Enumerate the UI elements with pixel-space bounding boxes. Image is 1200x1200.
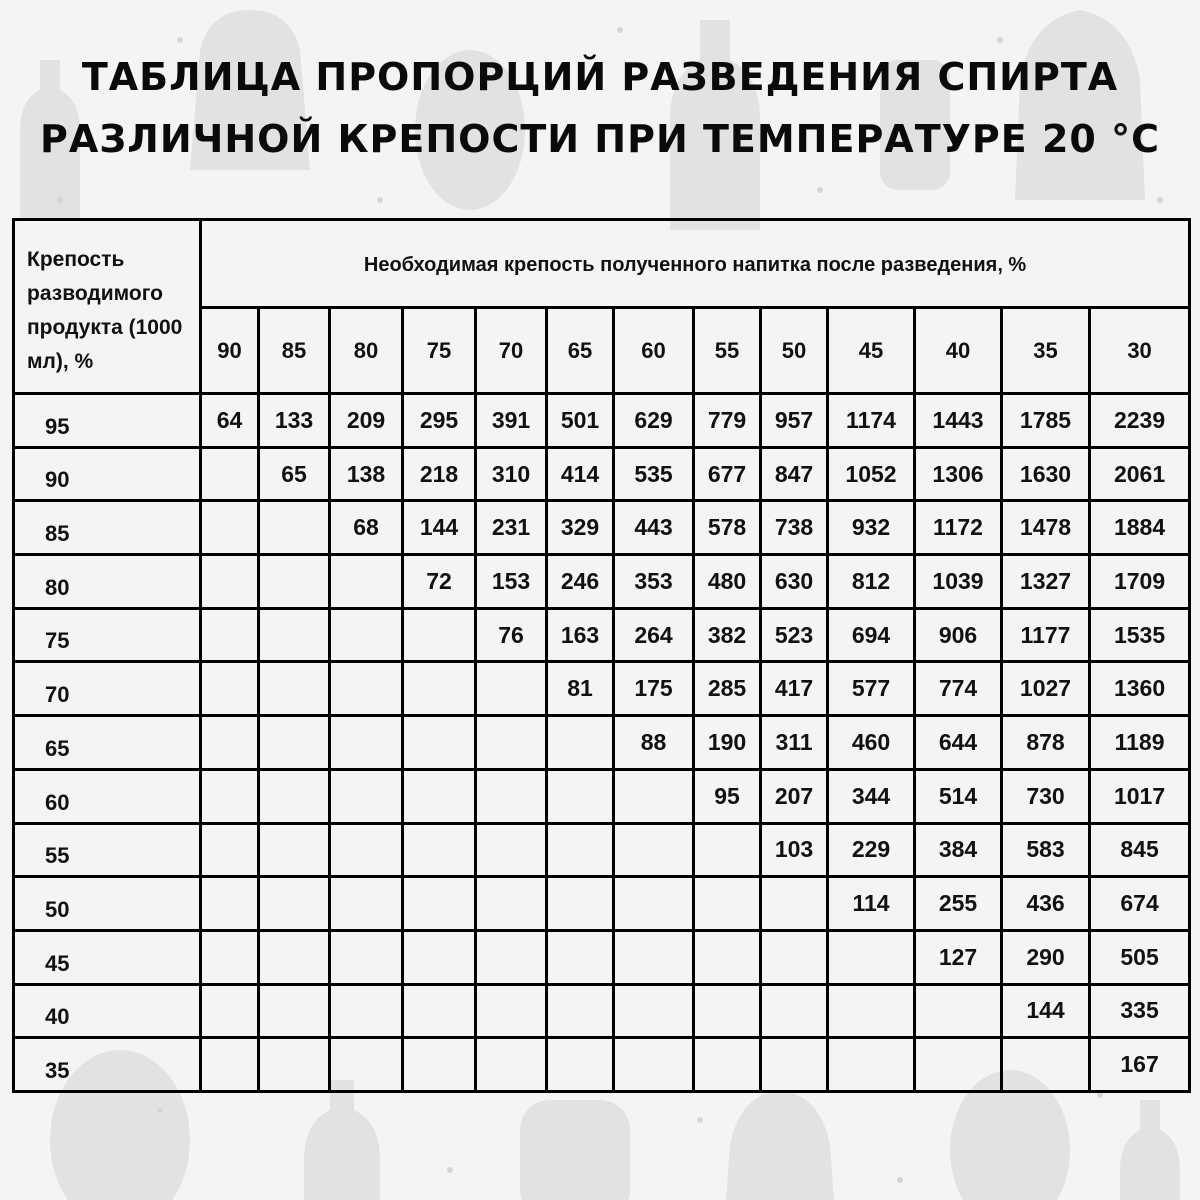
table-cell: 384: [915, 823, 1002, 877]
column-header-60: 60: [614, 308, 694, 394]
table-cell: 246: [547, 555, 614, 609]
table-cell: [1002, 1038, 1090, 1092]
table-row: [14, 501, 1190, 555]
table-cell: [614, 877, 694, 931]
table-cell: [694, 877, 761, 931]
table-cell: [201, 984, 259, 1038]
table-cell: 677: [694, 447, 761, 501]
table-cell: 583: [1002, 823, 1090, 877]
row-label-95: 95: [14, 394, 201, 448]
table-cell: [476, 716, 547, 770]
table-cell: [694, 823, 761, 877]
table-cell: [403, 984, 476, 1038]
table-cell: 1709: [1090, 555, 1190, 609]
table-row: [14, 984, 1190, 1038]
table-cell: 310: [476, 447, 547, 501]
table-cell: [694, 984, 761, 1038]
table-cell: 578: [694, 501, 761, 555]
table-cell: 1052: [828, 447, 915, 501]
table-cell: 779: [694, 394, 761, 448]
table-cell: [828, 984, 915, 1038]
table-row: [14, 769, 1190, 823]
table-cell: 1327: [1002, 555, 1090, 609]
row-label-65: 65: [14, 716, 201, 770]
table-cell: [476, 930, 547, 984]
table-cell: [330, 1038, 403, 1092]
table-cell: [201, 716, 259, 770]
table-cell: [614, 823, 694, 877]
table-cell: [259, 716, 330, 770]
table-cell: [201, 877, 259, 931]
row-label-70: 70: [14, 662, 201, 716]
table-cell: 774: [915, 662, 1002, 716]
table-cell: [614, 769, 694, 823]
table-cell: 344: [828, 769, 915, 823]
table-cell: 1172: [915, 501, 1002, 555]
table-cell: [476, 769, 547, 823]
corner-header-cell: Крепость разводимого продукта (1000 мл), %: [14, 220, 201, 394]
table-cell: 167: [1090, 1038, 1190, 1092]
row-label-80: 80: [14, 555, 201, 609]
table-cell: [761, 984, 828, 1038]
table-row: [14, 1038, 1190, 1092]
table-cell: 335: [1090, 984, 1190, 1038]
column-header-80: 80: [330, 308, 403, 394]
table-cell: [201, 930, 259, 984]
table-cell: [259, 555, 330, 609]
table-cell: [614, 930, 694, 984]
table-cell: 144: [1002, 984, 1090, 1038]
table-cell: [403, 823, 476, 877]
title-line-2: РАЗЛИЧНОЙ КРЕПОСТИ ПРИ ТЕМПЕРАТУРЕ 20 °С: [40, 117, 1160, 161]
table-cell: [761, 930, 828, 984]
table-cell: [547, 769, 614, 823]
table-cell: 535: [614, 447, 694, 501]
table-cell: [476, 823, 547, 877]
table-cell: [761, 1038, 828, 1092]
dilution-table: [12, 218, 1191, 1093]
table-cell: 133: [259, 394, 330, 448]
table-cell: 674: [1090, 877, 1190, 931]
table-cell: 65: [259, 447, 330, 501]
table-cell: [259, 1038, 330, 1092]
row-label-90: 90: [14, 447, 201, 501]
table-cell: [201, 501, 259, 555]
table-cell: 207: [761, 769, 828, 823]
row-label-40: 40: [14, 984, 201, 1038]
table-cell: [201, 769, 259, 823]
table-cell: 2239: [1090, 394, 1190, 448]
table-cell: 957: [761, 394, 828, 448]
table-cell: [403, 769, 476, 823]
table-cell: 932: [828, 501, 915, 555]
column-header-90: 90: [201, 308, 259, 394]
table-cell: [330, 555, 403, 609]
table-cell: 163: [547, 608, 614, 662]
table-cell: 175: [614, 662, 694, 716]
column-header-75: 75: [403, 308, 476, 394]
table-cell: 114: [828, 877, 915, 931]
table-cell: 1478: [1002, 501, 1090, 555]
table-cell: [614, 984, 694, 1038]
table-cell: 1884: [1090, 501, 1190, 555]
table-cell: [259, 930, 330, 984]
table-cell: [403, 608, 476, 662]
table-cell: 480: [694, 555, 761, 609]
table-row: [14, 662, 1190, 716]
table-cell: 209: [330, 394, 403, 448]
table-cell: [547, 823, 614, 877]
row-label-35: 35: [14, 1038, 201, 1092]
row-label-55: 55: [14, 823, 201, 877]
table-cell: 847: [761, 447, 828, 501]
table-cell: [547, 984, 614, 1038]
table-cell: 229: [828, 823, 915, 877]
table-cell: 1189: [1090, 716, 1190, 770]
table-cell: 1174: [828, 394, 915, 448]
table-cell: [547, 877, 614, 931]
table-cell: [201, 447, 259, 501]
table-cell: 285: [694, 662, 761, 716]
table-cell: [403, 1038, 476, 1092]
table-cell: [330, 769, 403, 823]
table-cell: 514: [915, 769, 1002, 823]
table-cell: 144: [403, 501, 476, 555]
table-cell: 76: [476, 608, 547, 662]
table-cell: 382: [694, 608, 761, 662]
table-cell: 231: [476, 501, 547, 555]
table-cell: [330, 608, 403, 662]
row-label-60: 60: [14, 769, 201, 823]
row-label-85: 85: [14, 501, 201, 555]
table-cell: 290: [1002, 930, 1090, 984]
title-line-1: ТАБЛИЦА ПРОПОРЦИЙ РАЗВЕДЕНИЯ СПИРТА: [81, 55, 1119, 99]
table-cell: [259, 608, 330, 662]
table-cell: [614, 1038, 694, 1092]
table-cell: [201, 662, 259, 716]
page-title: [0, 46, 1200, 170]
table-cell: [476, 1038, 547, 1092]
table-cell: 68: [330, 501, 403, 555]
table-cell: 255: [915, 877, 1002, 931]
row-label-45: 45: [14, 930, 201, 984]
table-cell: 878: [1002, 716, 1090, 770]
table-row: [14, 823, 1190, 877]
table-row: [14, 930, 1190, 984]
table-cell: [694, 1038, 761, 1092]
table-cell: 414: [547, 447, 614, 501]
table-cell: 1535: [1090, 608, 1190, 662]
table-cell: [201, 1038, 259, 1092]
table-cell: 738: [761, 501, 828, 555]
table-cell: 501: [547, 394, 614, 448]
table-cell: [330, 662, 403, 716]
table-cell: 443: [614, 501, 694, 555]
table-cell: [403, 930, 476, 984]
table-cell: 629: [614, 394, 694, 448]
table-cell: 460: [828, 716, 915, 770]
table-cell: 417: [761, 662, 828, 716]
table-cell: 190: [694, 716, 761, 770]
table-cell: 1443: [915, 394, 1002, 448]
table-cell: [259, 662, 330, 716]
table-cell: [201, 555, 259, 609]
table-cell: 812: [828, 555, 915, 609]
table-cell: 505: [1090, 930, 1190, 984]
table-cell: [694, 930, 761, 984]
table-cell: [915, 1038, 1002, 1092]
table-cell: [330, 930, 403, 984]
row-label-75: 75: [14, 608, 201, 662]
table-cell: 1027: [1002, 662, 1090, 716]
table-cell: 1039: [915, 555, 1002, 609]
column-header-45: 45: [828, 308, 915, 394]
column-header-50: 50: [761, 308, 828, 394]
column-header-35: 35: [1002, 308, 1090, 394]
table-cell: 630: [761, 555, 828, 609]
table-cell: 523: [761, 608, 828, 662]
table-cell: [330, 877, 403, 931]
table-row: [14, 608, 1190, 662]
table-cell: 906: [915, 608, 1002, 662]
table-row: [14, 877, 1190, 931]
table-cell: [547, 1038, 614, 1092]
table-row: [14, 447, 1190, 501]
table-row: [14, 716, 1190, 770]
table-cell: [330, 823, 403, 877]
column-header-85: 85: [259, 308, 330, 394]
table-cell: 127: [915, 930, 1002, 984]
table-cell: 644: [915, 716, 1002, 770]
table-cell: 329: [547, 501, 614, 555]
table-cell: [403, 877, 476, 931]
table-cell: 845: [1090, 823, 1190, 877]
table-cell: 311: [761, 716, 828, 770]
table-cell: [201, 823, 259, 877]
table-cell: 436: [1002, 877, 1090, 931]
table-cell: 730: [1002, 769, 1090, 823]
table-cell: 81: [547, 662, 614, 716]
table-cell: [476, 662, 547, 716]
table-cell: [403, 716, 476, 770]
table-cell: [476, 984, 547, 1038]
table-cell: 95: [694, 769, 761, 823]
table-cell: [330, 984, 403, 1038]
table-cell: [259, 984, 330, 1038]
table-cell: 2061: [1090, 447, 1190, 501]
table-cell: [259, 501, 330, 555]
table-cell: 1785: [1002, 394, 1090, 448]
table-cell: [476, 877, 547, 931]
table-cell: 218: [403, 447, 476, 501]
table-cell: [201, 608, 259, 662]
table-cell: 1630: [1002, 447, 1090, 501]
table-cell: 153: [476, 555, 547, 609]
table-cell: 295: [403, 394, 476, 448]
row-label-50: 50: [14, 877, 201, 931]
table-cell: [259, 877, 330, 931]
table-cell: 1177: [1002, 608, 1090, 662]
header-row: [14, 220, 1190, 308]
table-cell: [828, 1038, 915, 1092]
column-header-65: 65: [547, 308, 614, 394]
table-cell: [761, 877, 828, 931]
table-cell: 72: [403, 555, 476, 609]
table-cell: 1017: [1090, 769, 1190, 823]
table-cell: 694: [828, 608, 915, 662]
table-cell: 1306: [915, 447, 1002, 501]
table-cell: 391: [476, 394, 547, 448]
table-cell: 353: [614, 555, 694, 609]
table-cell: 264: [614, 608, 694, 662]
table-row: [14, 555, 1190, 609]
column-header-30: 30: [1090, 308, 1190, 394]
table-cell: [259, 769, 330, 823]
table-cell: 577: [828, 662, 915, 716]
table-cell: [330, 716, 403, 770]
table-cell: 88: [614, 716, 694, 770]
table-cell: [259, 823, 330, 877]
column-header-40: 40: [915, 308, 1002, 394]
table-row: [14, 394, 1190, 448]
table-cell: [915, 984, 1002, 1038]
table-cell: 138: [330, 447, 403, 501]
table-cell: 103: [761, 823, 828, 877]
table-cell: [828, 930, 915, 984]
table-cell: 64: [201, 394, 259, 448]
main-header-cell: Необходимая крепость полученного напитка после разведения, %: [201, 220, 1190, 308]
column-header-55: 55: [694, 308, 761, 394]
table-cell: [547, 930, 614, 984]
table-cell: 1360: [1090, 662, 1190, 716]
column-header-70: 70: [476, 308, 547, 394]
table-cell: [547, 716, 614, 770]
table-cell: [403, 662, 476, 716]
